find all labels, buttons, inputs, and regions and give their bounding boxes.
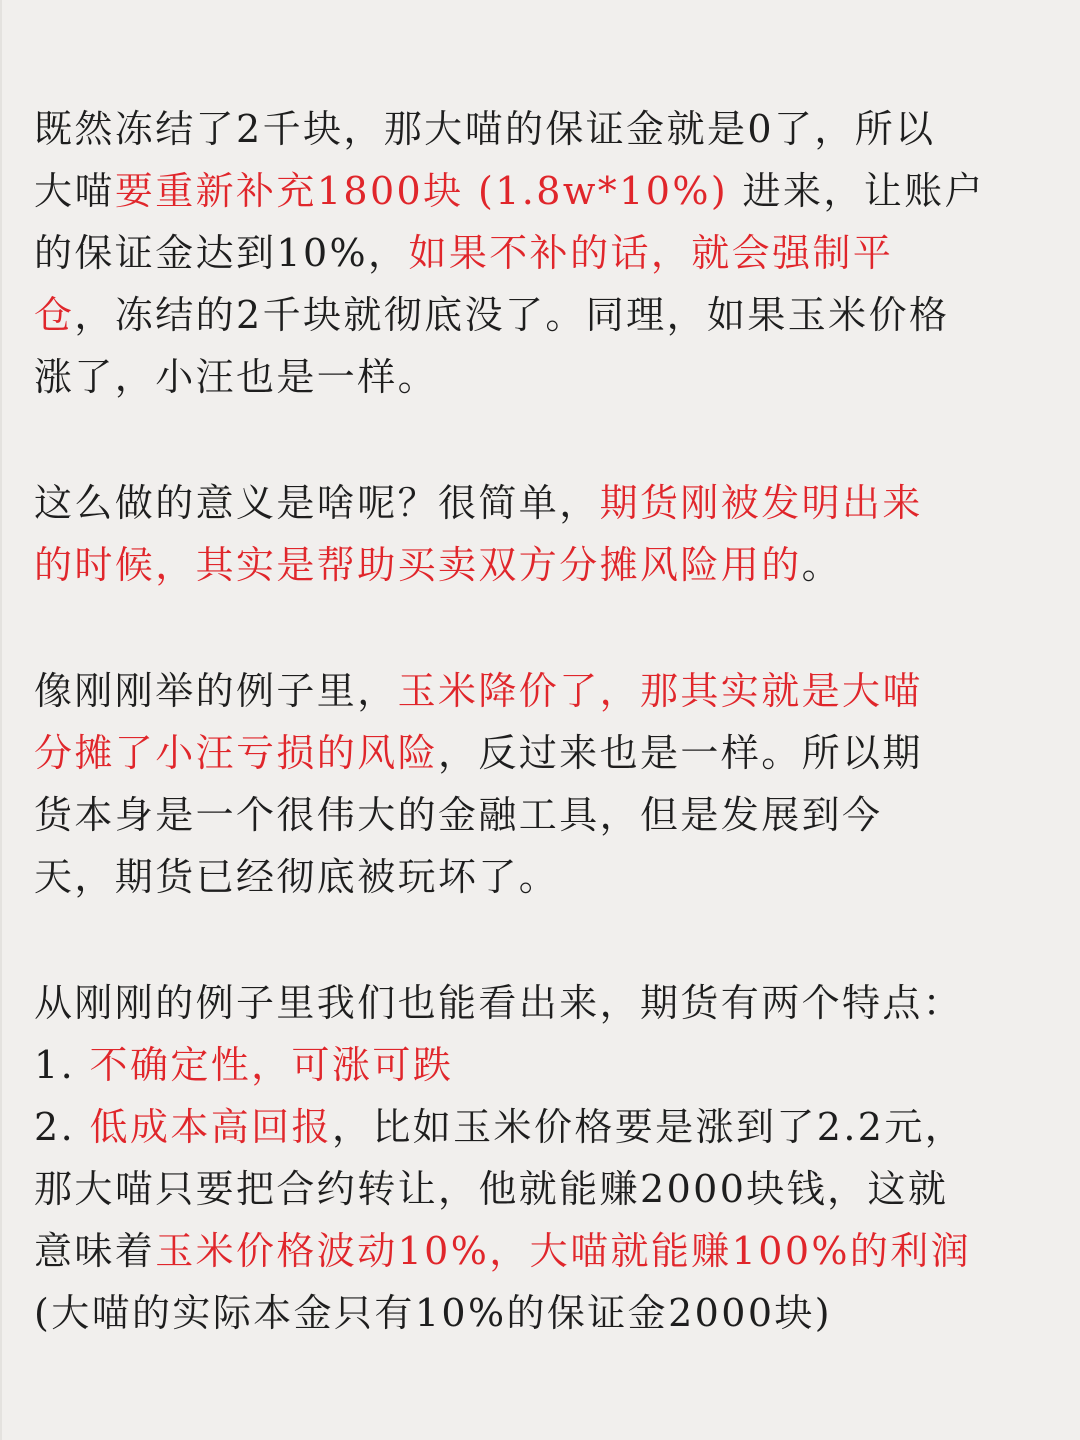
body-text: 2. <box>34 1105 90 1149</box>
text-line <box>34 1282 1044 1344</box>
body-text: ，冻结的2千块就彻底没了。同理，如果玉米价格 <box>74 293 950 337</box>
text-line <box>34 972 1044 1034</box>
highlighted-text: 仓 <box>34 293 75 337</box>
highlighted-text: 不确定性，可涨可跌 <box>89 1043 454 1087</box>
body-text: ，比如玉米价格要是涨到了2.2元， <box>331 1105 966 1149</box>
highlighted-text: 的时候，其实是帮助买卖双方分摊风险用的 <box>34 543 802 587</box>
text-line <box>34 346 1044 408</box>
text-line <box>34 222 1044 284</box>
body-text: 那大喵只要把合约转让，他就能赚2000块钱，这就 <box>34 1167 949 1211</box>
body-text: (大喵的实际本金只有10%的保证金2000块) <box>34 1291 833 1335</box>
paragraph-margin-call <box>34 98 1044 408</box>
body-text: 从刚刚的例子里我们也能看出来，期货有两个特点： <box>34 981 964 1025</box>
highlighted-text: 期货刚被发明出来 <box>599 481 923 525</box>
body-text: 大喵 <box>34 169 115 213</box>
body-text: 货本身是一个很伟大的金融工具，但是发展到今 <box>34 793 883 837</box>
text-line <box>34 284 1044 346</box>
text-line <box>34 534 1044 596</box>
text-line <box>34 1158 1044 1220</box>
text-line <box>34 160 1044 222</box>
text-line <box>34 660 1044 722</box>
text-line <box>34 1034 1044 1096</box>
body-text: 既然冻结了2千块，那大喵的保证金就是0了，所以 <box>34 107 936 151</box>
paragraph-example <box>34 660 1044 908</box>
text-line <box>34 722 1044 784</box>
highlighted-text: 低成本高回报 <box>89 1105 332 1149</box>
text-line <box>34 1096 1044 1158</box>
body-text: 涨了，小汪也是一样。 <box>34 355 439 399</box>
body-text: 天，期货已经彻底被玩坏了。 <box>34 855 560 899</box>
text-line <box>34 784 1044 846</box>
paragraph-purpose <box>34 472 1044 596</box>
paragraph-features <box>34 972 1044 1344</box>
body-text: 的保证金达到10%， <box>34 231 409 275</box>
text-line <box>34 1220 1044 1282</box>
body-text: 像刚刚举的例子里， <box>34 669 398 713</box>
highlighted-text: 玉米价格波动10%，大喵就能赚100%的利润 <box>155 1229 972 1273</box>
highlighted-text: 玉米降价了，那其实就是大喵 <box>397 669 923 713</box>
text-line <box>34 472 1044 534</box>
body-text: 意味着 <box>34 1229 156 1273</box>
body-text: ，反过来也是一样。所以期 <box>438 731 923 775</box>
body-text: 。 <box>801 543 843 587</box>
highlighted-text: 要重新补充1800块 (1.8w*10%) <box>114 169 729 213</box>
body-text: 进来，让账户 <box>728 169 985 213</box>
text-line <box>34 846 1044 908</box>
highlighted-text: 如果不补的话，就会强制平 <box>408 231 894 275</box>
body-text: 这么做的意义是啥呢？很简单， <box>34 481 600 525</box>
text-line <box>34 98 1044 160</box>
body-text: 1. <box>34 1043 90 1087</box>
highlighted-text: 分摊了小汪亏损的风险 <box>34 731 439 775</box>
